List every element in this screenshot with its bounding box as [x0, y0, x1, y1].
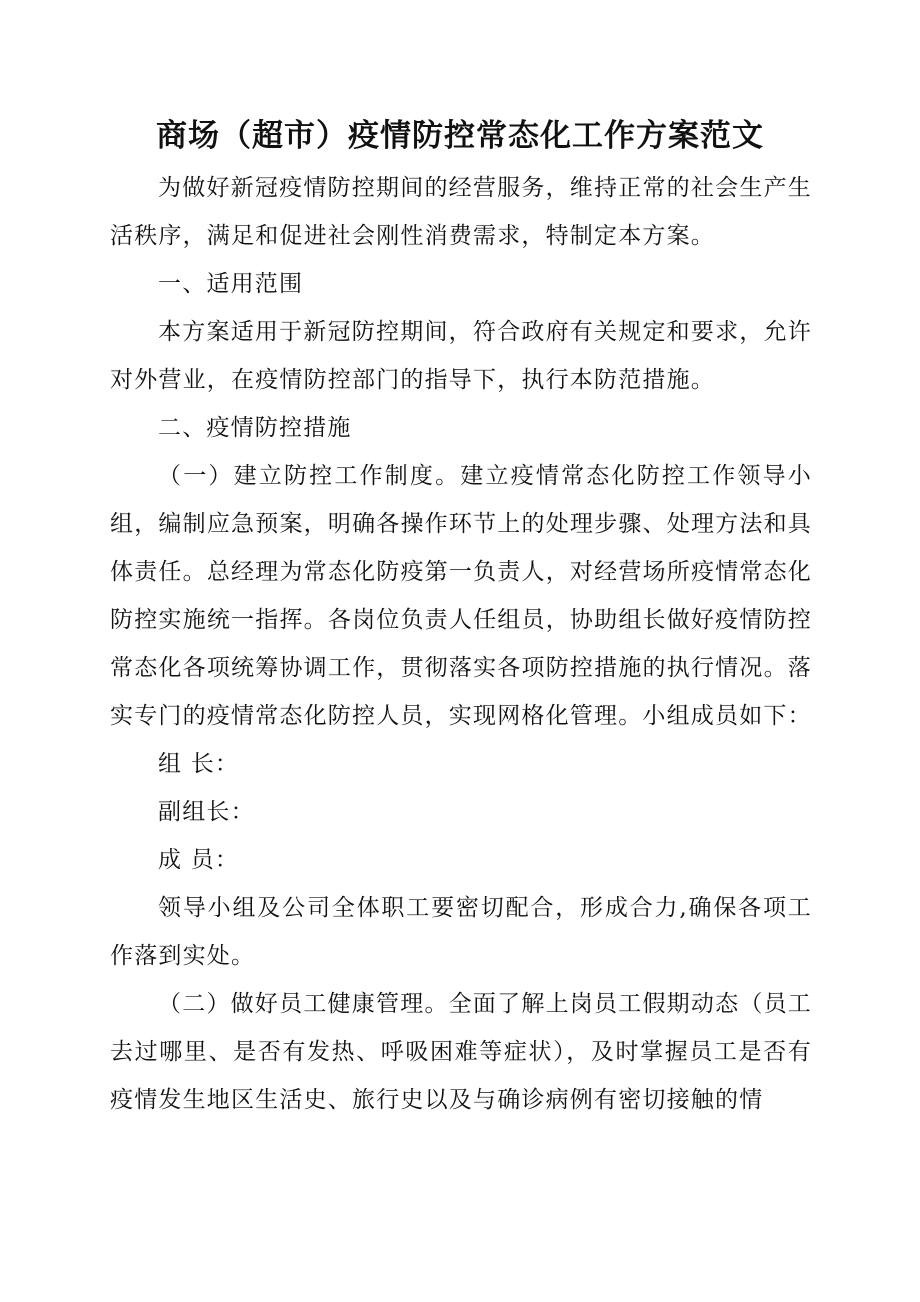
members-field: 成 员： [158, 847, 240, 873]
measure-2-paragraph: （二）做好员工健康管理。全面了解上岗员工假期动态（员工去过哪里、是否有发热、呼吸困难等症状），及时掌握员工是否有疫情发生地区生活史、旅行史以及与确诊病例有密切接触的情 [110, 991, 812, 1113]
intro-paragraph: 为做好新冠疫情防控期间的经营服务，维持正常的社会生产生活秩序，满足和促进社会刚性消费需求，特制定本方案。 [110, 175, 812, 249]
section-heading-scope: 一、适用范围 [158, 271, 304, 297]
leader-field: 组 长： [158, 751, 240, 777]
section-heading-measures: 二、疫情防控措施 [158, 415, 352, 441]
scope-paragraph: 本方案适用于新冠防控期间，符合政府有关规定和要求，允许对外营业，在疫情防控部门的指导下，执行本防范措施。 [110, 319, 812, 393]
cooperation-paragraph: 领导小组及公司全体职工要密切配合，形成合力,确保各项工作落到实处。 [110, 895, 812, 969]
document-title: 商场（超市）疫情防控常态化工作方案范文 [156, 118, 764, 154]
measure-1-paragraph: （一）建立防控工作制度。建立疫情常态化防控工作领导小组，编制应急预案，明确各操作环节上的处理步骤、处理方法和具体责任。总经理为常态化防疫第一负责人，对经营场所疫情常态化防控实施统一指挥。各岗位负责人任组员，协助组长做好疫情防控常态化各项统筹协调工作，贯彻落实各项防控措施的执行情况。落实专门的疫情常态化防控人员，实现网格化管理。小组成员如下： [110, 463, 812, 729]
deputy-leader-field: 副组长： [158, 799, 255, 825]
document-body [110, 164, 812, 1124]
